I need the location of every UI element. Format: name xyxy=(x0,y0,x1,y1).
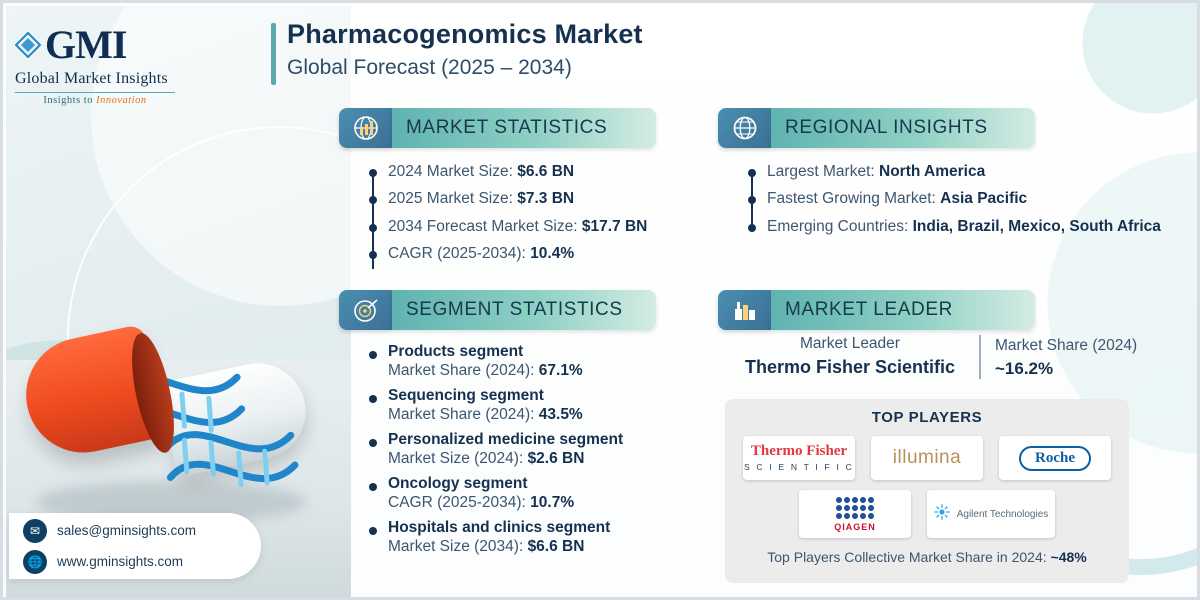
target-segments-icon xyxy=(339,290,392,330)
list-item xyxy=(748,216,1178,238)
region-value: India, Brazil, Mexico, South Africa xyxy=(912,217,1161,235)
list-item xyxy=(369,387,709,405)
segment-metric-value: 67.1% xyxy=(538,362,583,379)
top-players-card xyxy=(725,399,1129,583)
segment-name: Oncology segment xyxy=(388,475,528,492)
bullet-dot xyxy=(369,527,377,535)
list-item xyxy=(369,343,709,361)
list-item xyxy=(369,161,699,183)
segment-metric-label: Market Share (2024): xyxy=(388,406,539,423)
bullet-dot xyxy=(369,351,377,359)
list-item xyxy=(369,431,709,449)
segment-value-row xyxy=(388,362,709,380)
segment-metric-value: 10.7% xyxy=(530,494,575,511)
logo-tagline-emphasis: Innovation xyxy=(96,95,147,106)
list-item xyxy=(369,519,709,537)
logo-mark: GMI xyxy=(45,22,127,67)
section-title-segment-statistics: SEGMENT STATISTICS xyxy=(392,290,656,330)
bullet-dot xyxy=(369,439,377,447)
section-header-market-leader xyxy=(718,290,1035,330)
capsule-dna-illustration xyxy=(16,306,336,526)
market-leader-block xyxy=(725,335,1195,379)
player-logo-illumina xyxy=(871,436,983,480)
section-header-segment-statistics xyxy=(339,290,656,330)
list-item xyxy=(369,216,699,238)
contact-website: www.gminsights.com xyxy=(57,554,184,569)
segment-value-row xyxy=(388,538,709,556)
segment-name: Sequencing segment xyxy=(388,387,544,404)
bullet-dot xyxy=(369,483,377,491)
player-name: QIAGEN xyxy=(834,521,876,532)
logo-tagline xyxy=(15,95,175,106)
segment-value-row xyxy=(388,494,709,512)
contact-email: sales@gminsights.com xyxy=(57,523,197,538)
page-title: Pharmacogenomics Market xyxy=(287,19,643,49)
segment-statistics-list xyxy=(369,343,709,563)
market-leader-name: Thermo Fisher Scientific xyxy=(744,357,956,377)
list-item xyxy=(369,243,699,265)
player-name: Agilent Technologies xyxy=(956,508,1049,520)
top-players-row-2 xyxy=(725,490,1129,538)
section-title-market-statistics: MARKET STATISTICS xyxy=(392,108,656,148)
contact-card xyxy=(9,513,261,579)
contact-website-row[interactable] xyxy=(23,550,261,574)
market-share-value: ~16.2% xyxy=(995,359,1054,378)
segment-metric-label: Market Size (2024): xyxy=(388,450,528,467)
stat-label: CAGR (2025-2034): xyxy=(388,245,531,263)
factory-icon xyxy=(718,290,771,330)
contact-email-row[interactable] xyxy=(23,519,261,543)
player-logo-qiagen xyxy=(799,490,911,538)
player-logo-roche xyxy=(999,436,1111,480)
agilent-burst-icon xyxy=(934,504,950,525)
section-header-regional-insights xyxy=(718,108,1035,148)
page-subtitle: Global Forecast (2025 – 2034) xyxy=(287,56,572,79)
segment-value-row xyxy=(388,406,709,424)
page-title-block xyxy=(271,19,643,80)
diamond-icon xyxy=(15,32,41,58)
list-item xyxy=(369,475,709,493)
segment-metric-value: $2.6 BN xyxy=(527,450,585,467)
list-connector xyxy=(751,173,753,231)
top-players-title: TOP PLAYERS xyxy=(871,409,983,426)
player-name: Roche xyxy=(1019,446,1091,471)
vertical-divider xyxy=(979,335,981,379)
market-statistics-list xyxy=(369,161,699,271)
stat-value: 10.4% xyxy=(530,245,575,263)
region-label: Fastest Growing Market: xyxy=(767,190,941,208)
region-value: North America xyxy=(879,163,986,180)
region-label: Largest Market: xyxy=(767,163,879,180)
stat-value: $17.7 BN xyxy=(581,217,648,235)
segment-value-row xyxy=(388,450,709,468)
player-logo-thermo-fisher xyxy=(743,436,855,480)
gmi-logo xyxy=(15,21,175,106)
segment-name: Hospitals and clinics segment xyxy=(388,519,611,536)
region-value: Asia Pacific xyxy=(940,190,1028,208)
segment-metric-label: CAGR (2025-2034): xyxy=(388,494,531,511)
title-accent-bar xyxy=(271,23,276,85)
top-players-footer xyxy=(725,549,1129,565)
logo-company-name: Global Market Insights xyxy=(15,70,168,87)
footer-label: Top Players Collective Market Share in 2024: xyxy=(767,549,1051,565)
footer-value: ~48% xyxy=(1050,549,1087,565)
section-title-market-leader: MARKET LEADER xyxy=(771,290,1035,330)
stat-label: 2034 Forecast Market Size: xyxy=(388,217,582,235)
list-item xyxy=(748,188,1178,210)
region-label: Emerging Countries: xyxy=(767,217,913,235)
market-share-label: Market Share (2024) xyxy=(995,337,1138,354)
section-header-market-statistics xyxy=(339,108,656,148)
segment-metric-label: Market Size (2034): xyxy=(388,538,528,555)
stat-value: $7.3 BN xyxy=(517,190,575,208)
segment-metric-label: Market Share (2024): xyxy=(388,362,539,379)
envelope-icon: ✉ xyxy=(23,519,47,543)
stat-value: $6.6 BN xyxy=(517,163,575,180)
player-name: illumina xyxy=(892,447,962,468)
segment-metric-value: 43.5% xyxy=(538,406,583,423)
qiagen-dots-icon xyxy=(836,497,874,519)
player-subtitle: S C I E N T I F I C xyxy=(744,462,854,472)
logo-tagline-prefix: Insights to xyxy=(43,95,97,106)
globe-icon: 🌐 xyxy=(23,550,47,574)
logo-divider xyxy=(15,92,175,93)
market-leader-label: Market Leader xyxy=(800,335,900,352)
regional-insights-list xyxy=(748,161,1178,243)
stat-label: 2025 Market Size: xyxy=(388,190,518,208)
top-players-row-1 xyxy=(725,436,1129,480)
bar-chart-globe-icon xyxy=(339,108,392,148)
bullet-dot xyxy=(369,395,377,403)
list-connector xyxy=(372,173,374,269)
stat-label: 2024 Market Size: xyxy=(388,163,518,180)
player-logo-agilent xyxy=(927,490,1055,538)
player-name: Thermo Fisher xyxy=(750,443,848,459)
segment-metric-value: $6.6 BN xyxy=(527,538,585,555)
segment-name: Products segment xyxy=(388,343,524,360)
globe-icon xyxy=(718,108,771,148)
section-title-regional-insights: REGIONAL INSIGHTS xyxy=(771,108,1035,148)
segment-name: Personalized medicine segment xyxy=(388,431,624,448)
list-item xyxy=(369,188,699,210)
list-item xyxy=(748,161,1178,183)
